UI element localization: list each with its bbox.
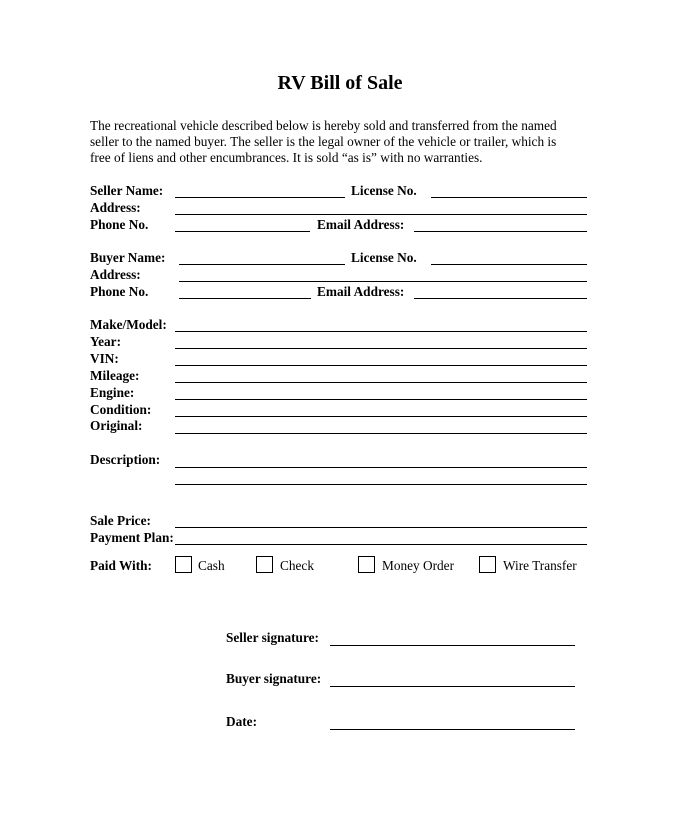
mileage-label: Mileage: [90,368,140,383]
wire-transfer-option-label: Wire Transfer [503,558,577,573]
original-label: Original: [90,418,143,433]
intro-line: seller to the named buyer. The seller is the legal owner of the vehicle or trailer, which is [90,134,557,149]
sale-price-label: Sale Price: [90,513,151,528]
money-order-checkbox[interactable] [358,556,375,573]
buyer-address-field[interactable] [179,281,587,282]
make-model-field[interactable] [175,331,587,332]
intro-line: The recreational vehicle described below is hereby sold and transferred from the named [90,118,557,133]
seller-license-label: License No. [351,183,417,198]
seller-license-field[interactable] [431,197,587,198]
year-field[interactable] [175,348,587,349]
payment-plan-field[interactable] [175,544,587,545]
seller-email-field[interactable] [414,231,587,232]
date-label: Date: [226,714,258,729]
seller-signature-field[interactable] [330,645,575,646]
engine-label: Engine: [90,385,135,400]
seller-phone-label: Phone No. [90,217,149,232]
paid-with-label: Paid With: [90,558,152,573]
vin-field[interactable] [175,365,587,366]
description-field[interactable] [175,467,587,468]
condition-label: Condition: [90,402,152,417]
mileage-field[interactable] [175,382,587,383]
buyer-name-label: Buyer Name: [90,250,166,265]
date-field[interactable] [330,729,575,730]
buyer-address-label: Address: [90,267,141,282]
cash-option-label: Cash [198,558,225,573]
money-order-option-label: Money Order [382,558,455,573]
seller-name-label: Seller Name: [90,183,164,198]
buyer-email-field[interactable] [414,298,587,299]
condition-field[interactable] [175,416,587,417]
sale-price-field[interactable] [175,527,587,528]
buyer-signature-field[interactable] [330,686,575,687]
seller-name-field[interactable] [175,197,345,198]
description-label: Description: [90,452,161,467]
buyer-license-label: License No. [351,250,417,265]
check-checkbox[interactable] [256,556,273,573]
engine-field[interactable] [175,399,587,400]
buyer-license-field[interactable] [431,264,587,265]
buyer-phone-label: Phone No. [90,284,149,299]
form-title: RV Bill of Sale [277,72,403,94]
vin-label: VIN: [90,351,119,366]
seller-address-label: Address: [90,200,141,215]
buyer-phone-field[interactable] [179,298,311,299]
intro-paragraph [90,118,590,166]
description-field[interactable] [175,484,587,485]
wire-transfer-checkbox[interactable] [479,556,496,573]
buyer-email-label: Email Address: [317,284,405,299]
buyer-name-field[interactable] [179,264,345,265]
seller-signature-label: Seller signature: [226,630,319,645]
seller-address-field[interactable] [175,214,587,215]
seller-email-label: Email Address: [317,217,405,232]
intro-line: free of liens and other encumbrances. It is sold “as is” with no warranties. [90,150,483,165]
cash-checkbox[interactable] [175,556,192,573]
make-model-label: Make/Model: [90,317,167,332]
buyer-signature-label: Buyer signature: [226,671,322,686]
year-label: Year: [90,334,122,349]
check-option-label: Check [280,558,314,573]
seller-phone-field[interactable] [175,231,310,232]
payment-plan-label: Payment Plan: [90,530,174,545]
original-field[interactable] [175,433,587,434]
